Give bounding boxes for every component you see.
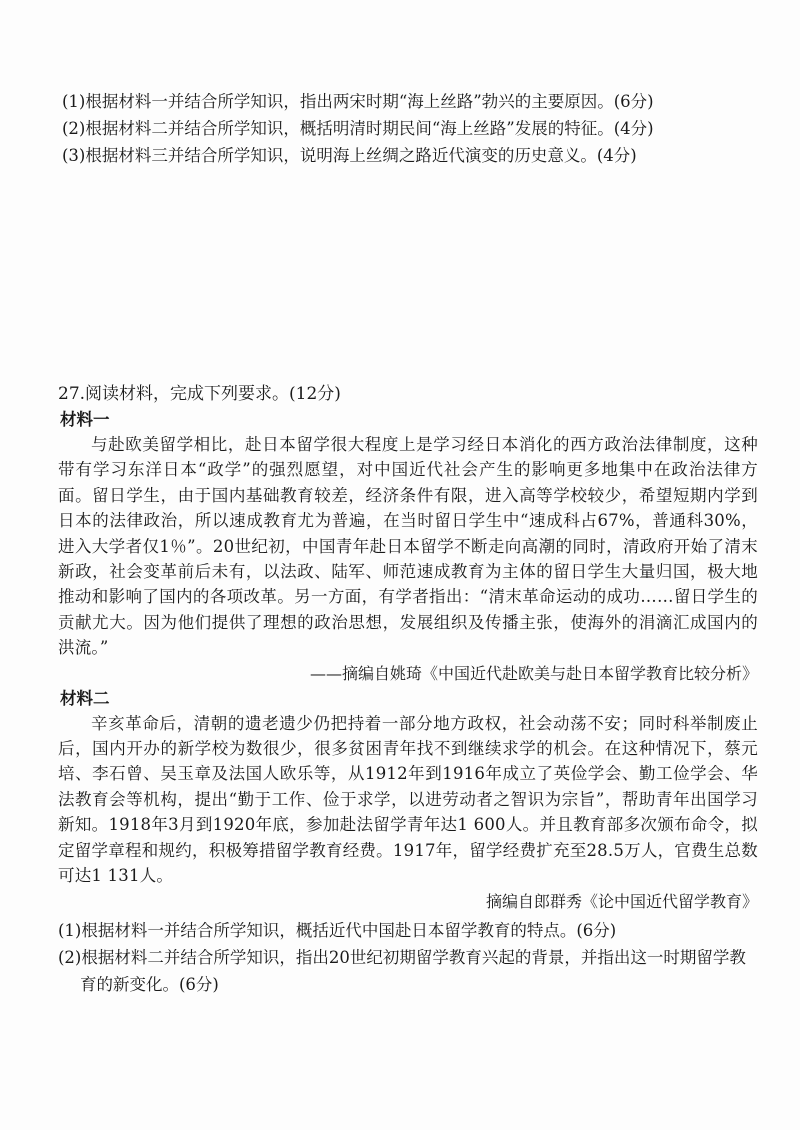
question-27-subparts [58,917,758,998]
material-2-source: 摘编自郎群秀《论中国近代留学教育》 [485,891,758,911]
material-1-text: 与赴欧美留学相比，赴日本留学很大程度上是学习经日本消化的西方政治法律制度，这种带有学习东洋日本“政学”的强烈愿望，对中国近代社会产生的影响更多地集中在政治法律方面。留日学生，由于国内基础教育较差，经济条件有限，进入高等学校较少，希望短期内学到日本的法律政治，所以速成教育尤为普遍，在当时留日学生中“速成科占67%，普通科30%，进入大学者仅1％”。20世纪初，中国青年赴日本留学不断走向高潮的同时，清政府开始了清末新政，社会变革前后未有，以法政、陆军、师范速成教育为主体的留日学生大量归国，极大地推动和影响了国内的各项改革。另一方面，有学者指出：“清末革命运动的成功……留日学生的贡献尤大。因为他们提供了理想的政治思想，发展组织及传播主张，使海外的涓滴汇成国内的洪流。” [58,435,758,658]
question-27 [58,380,758,998]
question-26-part-2: (2)根据材料二并结合所学知识，概括明清时期民间“海上丝路”发展的特征。(4分) [62,119,654,138]
question-27-part-1: (1)根据材料一并结合所学知识，概括近代中国赴日本留学教育的特点。(6分) [58,920,617,940]
material-1-label: 材料一 [60,410,110,429]
question-27-heading: 27.阅读材料，完成下列要求。(12分) [58,384,341,404]
question-26-part-1: (1)根据材料一并结合所学知识，指出两宋时期“海上丝路”勃兴的主要原因。(6分) [62,92,654,111]
material-2-label: 材料二 [60,688,110,708]
question-26-part-3: (3)根据材料三并结合所学知识，说明海上丝绸之路近代演变的历史意义。(4分) [62,146,637,165]
material-1-source: ——摘编自姚琦《中国近代赴欧美与赴日本留学教育比较分析》 [309,663,758,683]
material-2-text: 辛亥革命后，清朝的遗老遗少仍把持着一部分地方政权，社会动荡不安；同时科举制废止后，国内开办的新学校为数很少，很多贫困青年找不到继续求学的机会。在这种情况下，蔡元培、李石曾、吴玉章及法国人欧乐等，从1912年到1916年成立了英俭学会、勤工俭学会、华法教育会等机构，提出“勤于工作、俭于求学，以进劳动者之智识为宗旨”，帮助青年出国学习新知。1918年3月到1920年底，参加赴法留学青年达1 600人。并且教育部多次颁布命令，拟定留学章程和规约，积极筹措留学教育经费。1917年，留学经费扩充至28.5万人，官费生总数可达1 131人。 [58,713,758,886]
question-27-part-2: (2)根据材料二并结合所学知识，指出20世纪初期留学教育兴起的背景，并指出这一时期留学教育的新变化。(6分) [58,947,746,994]
previous-question-subparts [62,88,762,169]
